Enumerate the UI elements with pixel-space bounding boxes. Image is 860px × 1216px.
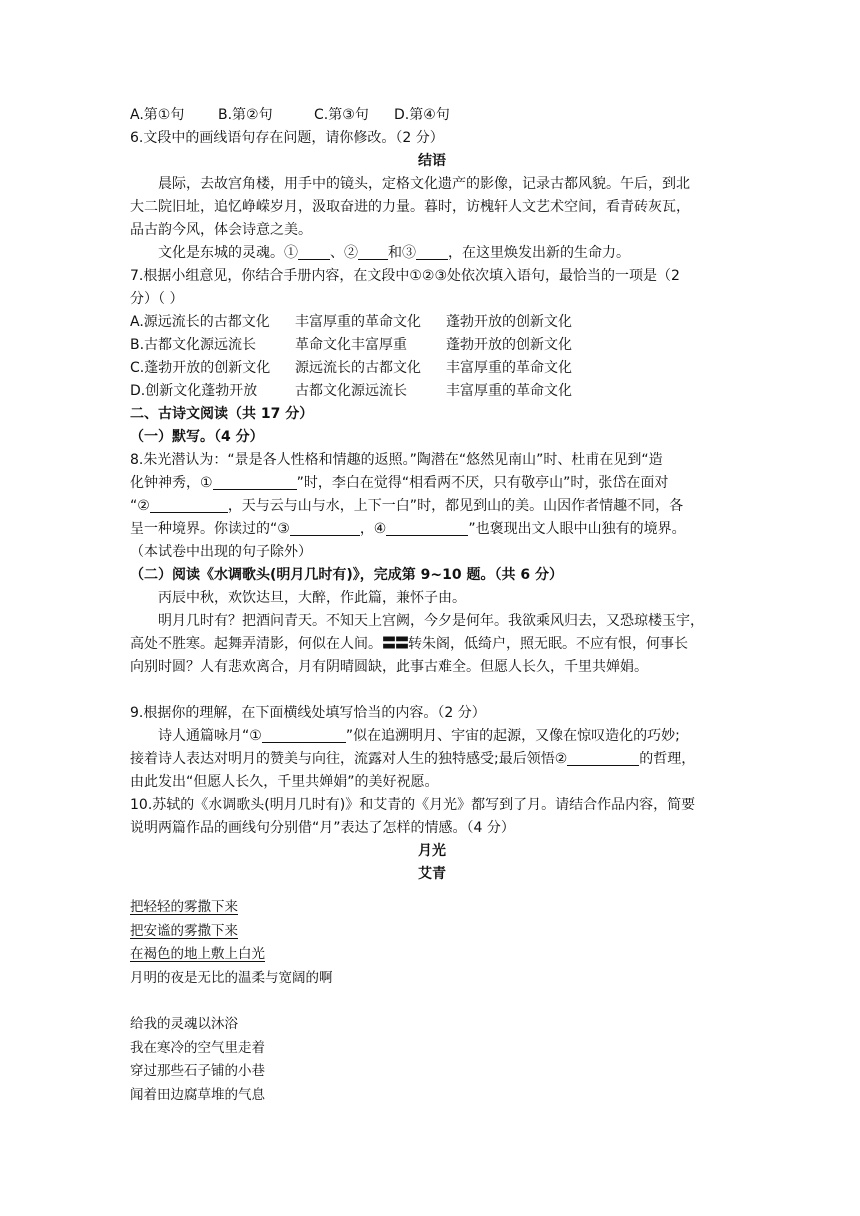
blank-q9-1 [262,727,346,743]
q9-line-2 [130,748,734,771]
q7-option-c-col-2: 源远流长的古都文化 [295,360,421,376]
stanza-2-line-3: 穿过那些石子铺的小巷 [130,1063,265,1079]
q8-line-3 [130,495,734,518]
q7-option-d-col-1: D.创新文化蓬勃开放 [130,383,258,399]
q7-option-a-col-3: 蓬勃开放的创新文化 [446,314,572,330]
poem-line-2-b: 转朱阁，低绮户，照无眠。不应有恨，何事长 [408,636,688,652]
stanza-2-line-4: 闻着田边腐草堆的气息 [130,1086,265,1103]
q8-line-4-c: ”也褒现出文人眼中山独有的境界。 [468,521,686,537]
q5-option-c: C.第③句 [314,107,369,123]
blank-2 [358,244,388,260]
blank-q8-3 [290,520,360,536]
q7-option-b-col-3: 蓬勃开放的创新文化 [446,337,572,353]
poem-line-2 [130,633,734,656]
q7-option-b [130,334,734,357]
spacer [130,886,734,896]
blank-3 [416,244,448,260]
q7-option-d-col-2: 古都文化源远流长 [295,383,407,399]
jieyu-p2-part-b: 、② [330,245,358,261]
jieyu-p2-part-c: 和③ [388,245,416,261]
q7-option-a [130,311,734,334]
blank-q8-2 [150,497,228,513]
jieyu-paragraph-1-line-3: 品古韵今风，体会诗意之美。 [130,222,312,238]
q8-line-2 [130,472,734,495]
q7-option-d-col-3: 丰富厚重的革命文化 [446,383,572,399]
blank-q9-2 [567,750,639,766]
q9-stem: 9.根据你的理解，在下面横线处填写恰当的内容。（2 分） [130,705,486,721]
q10-line-1: 10.苏轼的《水调歌头(明月几时有)》和艾青的《月光》都写到了月。请结合作品内容，简要 [130,797,696,813]
q8-line-3-a: “② [130,498,150,514]
poem-line-1: 明月几时有？把酒问青天。不知天上宫阙，今夕是何年。我欲乘风归去，又恐琼楼玉宇， [158,613,704,629]
stanza-1-line-3: 在褐色的地上敷上白光 [130,946,265,962]
blank-q8-1 [213,474,297,490]
q7-option-d [130,380,734,403]
yueguang-poem [130,896,734,1107]
q9-line-1-a: 诗人通篇咏月“① [158,728,262,744]
stanza-2-line-2: 我在寒冷的空气里走着 [130,1039,265,1056]
q8-line-1: 8.朱光潜认为：“景是各人性格和情趣的返照。”陶潜在“悠然见南山”时、杜甫在见到“造 [130,452,663,468]
q8-line-4 [130,518,734,541]
jieyu-p2-part-a: 文化是东城的灵魂。① [158,245,298,261]
q5-option-a: A.第①句 [130,107,185,123]
q7-option-c-col-1: C.蓬勃开放的创新文化 [130,360,271,376]
q6-stem: 6.文段中的画线语句存在问题，请你修改。（2 分） [130,130,444,146]
q8-line-4-b: ，④ [359,521,387,537]
q10-line-2: 说明两篇作品的画线句分别借“月”表达了怎样的情感。（4 分） [130,820,515,836]
q5-options [130,104,734,127]
q9-line-1 [130,725,734,748]
poem-line-3: 向别时圆？人有悲欢离合，月有阴晴圆缺，此事古难全。但愿人长久，千里共婵娟。 [130,659,648,675]
poem-author: 艾青 [418,866,446,882]
stanza-break [130,990,734,1013]
stanza-2-line-1: 给我的灵魂以沐浴 [130,1016,238,1032]
q7-option-b-col-2: 革命文化丰富厚重 [295,337,407,353]
q7-option-c-col-3: 丰富厚重的革命文化 [446,360,572,376]
jieyu-paragraph-1-line-1: 晨际，去故宫角楼，用手中的镜头，定格文化遗产的影像，记录古都风貌。午后，到北 [158,176,690,192]
stanza-1-line-2: 把安谧的雾撒下来 [130,922,238,939]
q7-stem-line-1: 7.根据小组意见，你结合手册内容，在文段中①②③处依次填入语句，最恰当的一项是（2 [130,268,680,284]
poem-preface: 丙辰中秋，欢饮达旦，大醉，作此篇，兼怀子由。 [158,590,466,606]
section-2-title: 二、古诗文阅读（共 17 分） [130,406,314,422]
section-2-part-2-title: （二）阅读《水调歌头(明月几时有)》，完成第 9~10 题。（共 6 分） [130,567,563,583]
q7-option-b-col-1: B.古都文化源远流长 [130,337,257,353]
q9-line-2-a: 接着诗人表达对明月的赞美与向往，流露对人生的独特感受;最后领悟② [130,751,568,767]
jieyu-paragraph-2 [130,242,734,265]
q9-line-2-b: 的哲理， [639,751,696,767]
blank-1 [298,244,330,260]
q5-option-d: D.第④句 [394,107,450,123]
q7-stem-line-2: 分）（ ） [130,291,184,307]
poem-line-2-a: 高处不胜寒。起舞弄清影，何似在人间。 [130,636,382,652]
spacer [130,679,734,702]
q8-line-5: （本试卷中出现的句子除外） [130,544,312,560]
q8-line-3-b: ，天与云与山与水，上下一白”时，都见到山的美。山因作者情趣不同，各 [227,498,684,514]
q5-option-b: B.第②句 [218,107,273,123]
q8-line-2-b: ”时，李白在觉得“相看两不厌，只有敬亭山”时，张岱在面对 [296,475,669,491]
blank-q8-4 [386,520,468,536]
poem-title: 月光 [418,843,446,859]
q7-option-a-col-2: 丰富厚重的革命文化 [295,314,421,330]
obscured-mark: 〓〓 [382,636,408,652]
q8-line-4-a: 呈一种境界。你读过的“③ [130,521,290,537]
q7-option-a-col-1: A.源远流长的古都文化 [130,314,270,330]
exam-page [130,104,734,1107]
q9-line-3: 由此发出“但愿人长久，千里共婵娟”的美好祝愿。 [130,774,439,790]
q7-option-c [130,357,734,380]
jieyu-p2-part-d: ，在这里焕发出新的生命力。 [448,245,630,261]
stanza-1-line-4: 月明的夜是无比的温柔与宽阔的啊 [130,969,333,986]
q8-line-2-a: 化钟神秀，① [130,475,213,491]
q9-line-1-b: ”似在追溯明月、宇宙的起源，又像在惊叹造化的巧妙; [345,728,680,744]
jieyu-title: 结语 [418,153,446,169]
stanza-1-line-1: 把轻轻的雾撒下来 [130,899,238,915]
jieyu-paragraph-1-line-2: 大二院旧址，追忆峥嵘岁月，汲取奋进的力量。暮时，访槐轩人文艺术空间，看青砖灰瓦， [130,199,690,215]
section-2-part-1-title: （一）默写。（4 分） [130,429,264,445]
